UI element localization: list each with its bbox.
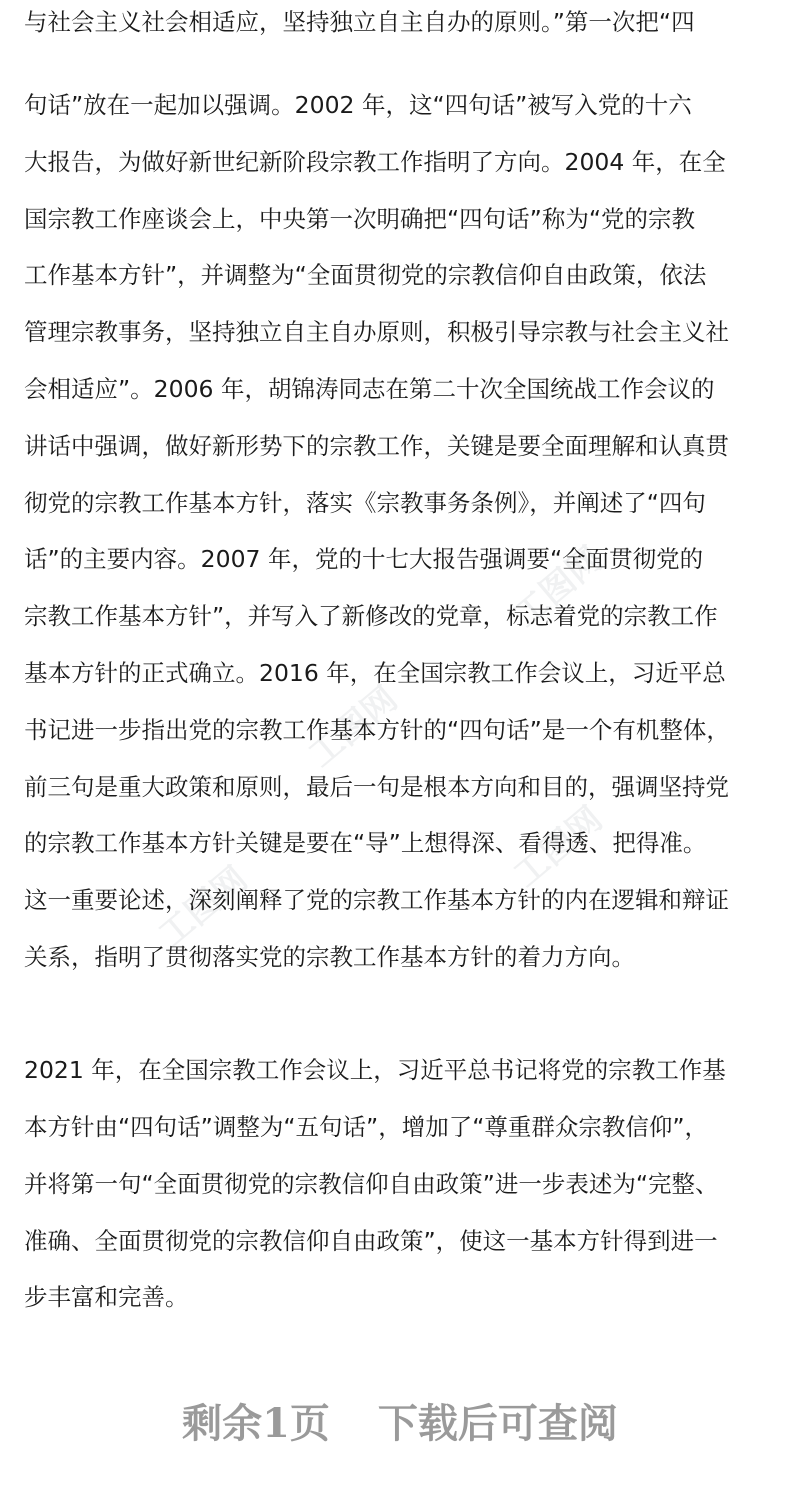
- text-line: 句话”放在一起加以强调。2002 年，这“四句话”被写入党的十六: [24, 91, 692, 119]
- text-line: 2021 年，在全国宗教工作会议上，习近平总书记将党的宗教工作基: [24, 1056, 726, 1084]
- text-line: 会相适应”。2006 年，胡锦涛同志在第二十次全国统战工作会议的: [24, 375, 715, 403]
- text-line: 大报告，为做好新世纪新阶段宗教工作指明了方向。2004 年，在全: [24, 148, 726, 176]
- text-line: 基本方针的正式确立。2016 年，在全国宗教工作会议上，习近平总: [24, 659, 726, 687]
- remaining-pages-banner[interactable]: [0, 1398, 800, 1450]
- text-line: 步丰富和完善。: [24, 1283, 189, 1311]
- text-line: 前三句是重大政策和原则，最后一句是根本方向和目的，强调坚持党: [24, 773, 729, 801]
- text-line: 彻党的宗教工作基本方针，落实《宗教事务条例》，并阐述了“四句: [24, 489, 706, 517]
- text-line: 书记进一步指出党的宗教工作基本方针的“四句话”是一个有机整体，: [24, 716, 730, 744]
- text-line: 管理宗教事务，坚持独立自主自办原则，积极引导宗教与社会主义社: [24, 318, 729, 346]
- text-line: 这一重要论述，深刻阐释了党的宗教工作基本方针的内在逻辑和辩证: [24, 886, 729, 914]
- text-line: 话”的主要内容。2007 年，党的十七大报告强调要“全面贯彻党的: [24, 545, 704, 573]
- text-line: 关系，指明了贯彻落实党的宗教工作基本方针的着力方向。: [24, 943, 635, 971]
- text-line: 讲话中强调，做好新形势下的宗教工作，关键是要全面理解和认真贯: [24, 432, 729, 460]
- text-line: 宗教工作基本方针”，并写入了新修改的党章，标志着党的宗教工作: [24, 602, 718, 630]
- watermark: 工图网: [301, 679, 406, 776]
- text-line: 并将第一句“全面贯彻党的宗教信仰自由政策”进一步表述为“完整、: [24, 1170, 719, 1198]
- watermark: 工图网: [506, 799, 611, 896]
- text-line: 的宗教工作基本方针关键是要在“导”上想得深、看得透、把得准。: [24, 829, 707, 857]
- remaining-pages-text: 剩余1页: [182, 1400, 330, 1447]
- download-prompt-text: 下载后可查阅: [377, 1400, 618, 1447]
- text-line: 准确、全面贯彻党的宗教信仰自由政策”，使这一基本方针得到进一: [24, 1227, 718, 1255]
- text-line: 国宗教工作座谈会上，中央第一次明确把“四句话”称为“党的宗教: [24, 205, 696, 233]
- text-line: 工作基本方针”，并调整为“全面贯彻党的宗教信仰自由政策，依法: [24, 261, 707, 289]
- text-line: 与社会主义社会相适应，坚持独立自主自办的原则。”第一次把“四: [24, 8, 695, 36]
- watermark: 工图网: [506, 539, 611, 636]
- text-line: 本方针由“四句话”调整为“五句话”，增加了“尊重群众宗教信仰”，: [24, 1113, 709, 1141]
- watermark: 工图网: [151, 859, 256, 956]
